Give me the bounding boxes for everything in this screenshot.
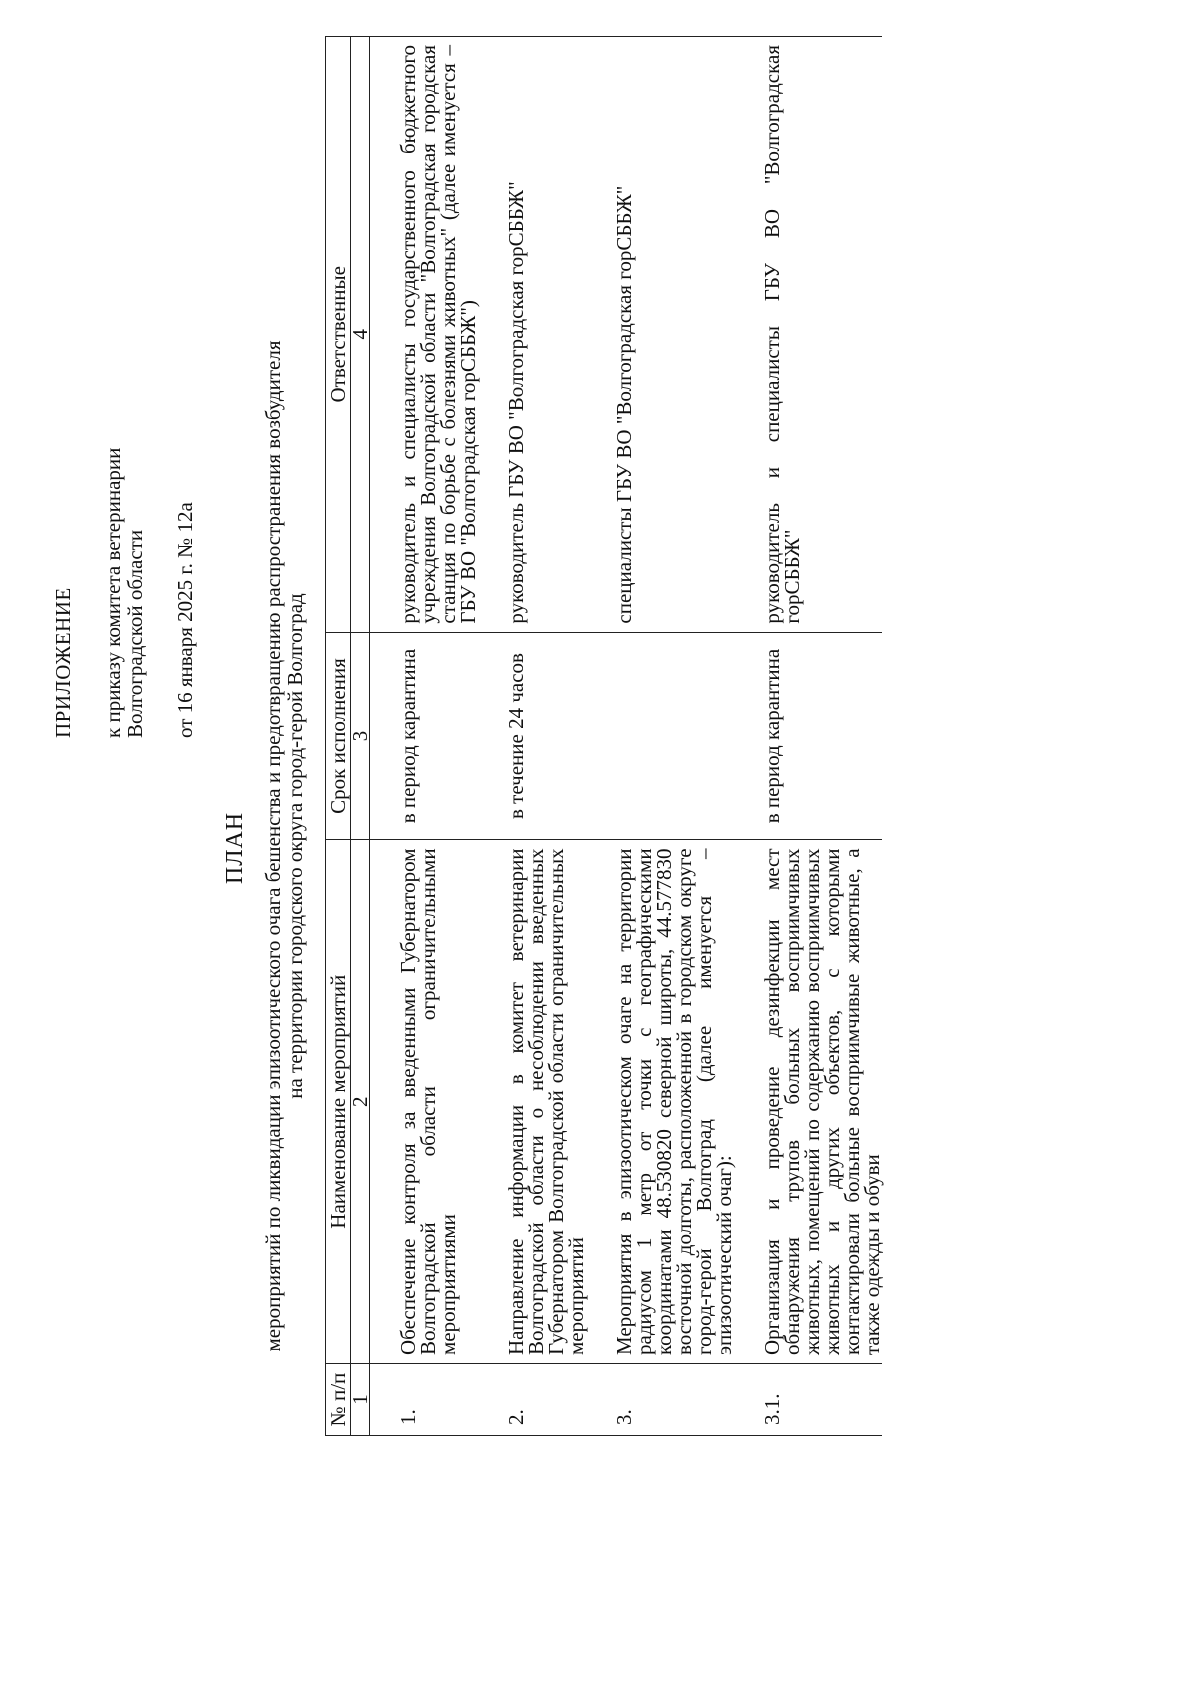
plan-subtitle-line1: мероприятий по ликвидации эпизоотического очага бешенства и предотвращению распространения возбудителя <box>261 340 285 1352</box>
row-term: в период карантина <box>762 632 882 840</box>
plan-table <box>325 36 882 1436</box>
row-num: 1. <box>398 1364 478 1436</box>
table-header-row <box>326 37 351 1436</box>
column-number: 3 <box>351 632 370 840</box>
order-reference-line2: Волгоградской области <box>123 529 147 738</box>
header-num: № п/п <box>326 1364 351 1436</box>
order-date: от 16 января 2025 г. № 12а <box>173 502 197 738</box>
column-number: 4 <box>351 37 370 633</box>
column-number: 2 <box>351 840 370 1364</box>
table-row <box>398 37 478 1436</box>
order-reference-line1: к приказу комитета ветеринарии <box>101 447 125 738</box>
row-name: Направление информации в комитет ветеринарии Волгоградской области о несоблюдении введенных Губернатором Волгоградской области ограничительных мероприятий <box>506 840 586 1364</box>
row-responsible: руководитель и специалисты ГБУ ВО "Волгоградская горСББЖ" <box>762 37 882 633</box>
column-number-row <box>351 37 370 1436</box>
table-spacer <box>478 37 506 1436</box>
row-num: 3.1. <box>762 1364 882 1436</box>
header-name: Наименование мероприятий <box>326 840 351 1364</box>
table-spacer <box>734 37 762 1436</box>
plan-subtitle <box>262 276 306 1416</box>
row-name: Организация и проведение дезинфекции мест обнаружения трупов больных восприимчивых животных, помещений по содержанию восприимчивых животных и других объектов, с которыми контактировали больные восприимчивые животные, а также одежды и обуви <box>762 840 882 1364</box>
column-number: 1 <box>351 1364 370 1436</box>
table-row <box>506 37 586 1436</box>
row-num: 3. <box>614 1364 734 1436</box>
row-term: в период карантина <box>398 632 478 840</box>
plan-title: ПЛАН <box>222 811 248 885</box>
header-term: Срок исполнения <box>326 632 351 840</box>
table-spacer <box>370 37 399 1436</box>
appendix-title: ПРИЛОЖЕНИЕ <box>51 587 75 738</box>
row-term: в течение 24 часов <box>506 632 586 840</box>
row-responsible: руководитель и специалисты государственного бюджетного учреждения Волгоградской области "Волгоградская городская станция по борьбе с болезнями животных" (далее именуется – ГБУ ВО "Волгоградская горСББЖ") <box>398 37 478 633</box>
row-responsible: руководитель ГБУ ВО "Волгоградская горСББЖ" <box>506 37 586 633</box>
row-name: Мероприятия в эпизоотическом очаге на территории радиусом 1 метр от точки с географическими координатами 48.530820 северной широты, 44.577830 восточной долготы, расположенной в городском округе город-герой Волгоград (далее именуется – эпизоотический очаг): <box>614 840 734 1364</box>
table-row <box>614 37 734 1436</box>
appendix-header <box>52 78 196 738</box>
row-num: 2. <box>506 1364 586 1436</box>
row-responsible: специалисты ГБУ ВО "Волгоградская горСББЖ" <box>614 37 734 633</box>
table-row <box>762 37 882 1436</box>
plan-subtitle-line2: на территории городского округа город-герой Волгоград <box>283 593 307 1099</box>
row-term <box>614 632 734 840</box>
table-spacer <box>586 37 614 1436</box>
row-name: Обеспечение контроля за введенными Губернатором Волгоградской области ограничительными мероприятиями <box>398 840 478 1364</box>
header-responsible: Ответственные <box>326 37 351 633</box>
